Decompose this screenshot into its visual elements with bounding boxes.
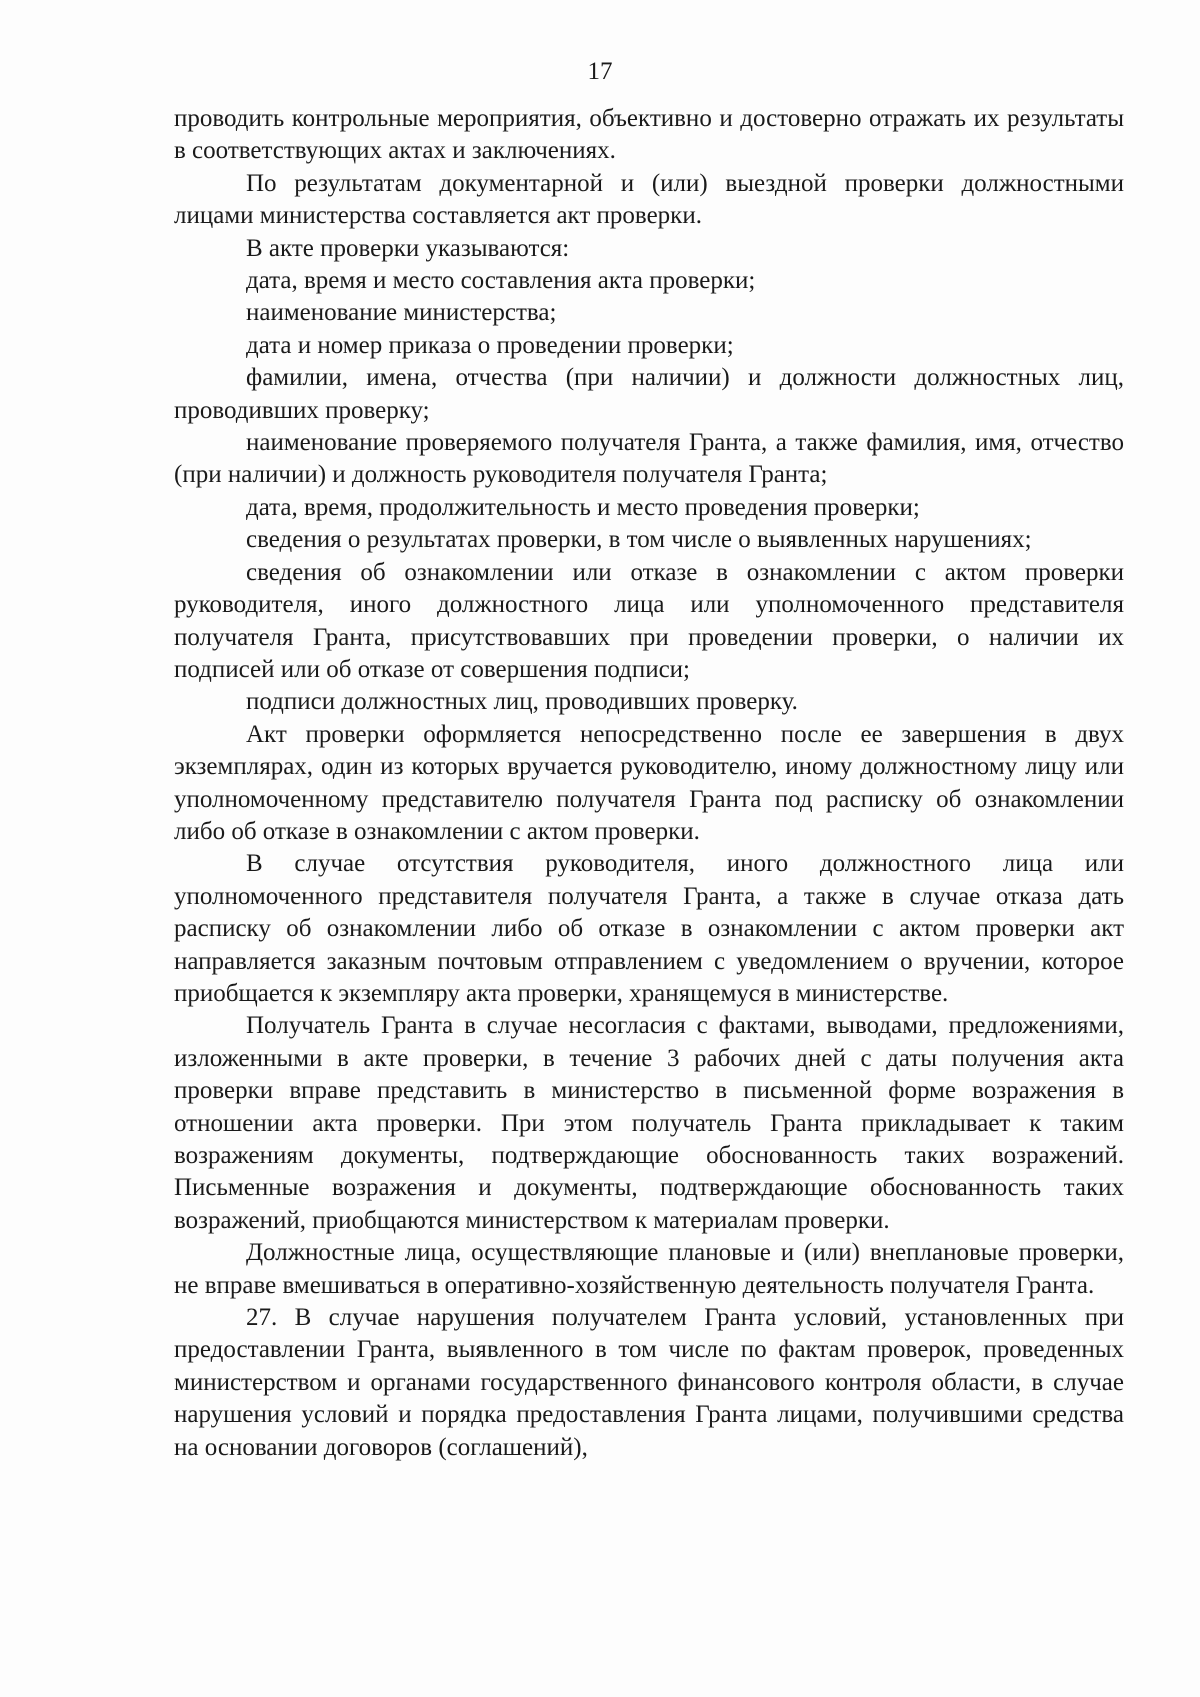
list-item: дата и номер приказа о проведении проверки;: [246, 331, 734, 359]
paragraph: В акте проверки указываются:: [246, 234, 570, 262]
document-body: [174, 103, 1124, 1464]
list-item: подписи должностных лиц, проводивших проверку.: [246, 688, 798, 716]
paragraph: Получатель Гранта в случае несогласия с фактами, выводами, предложениями, изложенными в акте проверки, в течение 3 рабочих дней с даты получения акта проверки вправе представить в министерство в письменной форме возражения в отношении акта проверки. При этом получатель Гранта прикладывает к таким возражениям документы, подтверждающие обоснованность таких возражений. Письменные возражения и документы, подтверждающие обоснованность таких возражений, приобщаются министерством к материалам проверки.: [174, 1012, 1124, 1234]
page-number: 17: [587, 58, 613, 85]
paragraph: Акт проверки оформляется непосредственно после ее завершения в двух экземплярах, один из которых вручается руководителю, иному должностному лицу или уполномоченному представителю получателя Гранта под расписку об ознакомлении либо об отказе в ознакомлении с актом проверки.: [174, 720, 1124, 845]
list-item: наименование проверяемого получателя Гранта, а также фамилия, имя, отчество (при наличии) и должность руководителя получателя Гранта;: [174, 429, 1124, 489]
paragraph: 27. В случае нарушения получателем Гранта условий, установленных при предоставлении Гранта, выявленного в том числе по фактам проверок, проведенных министерством и органами государственного финансового контроля области, в случае нарушения условий и порядка предоставления Гранта лицами, получившими средства на основании договоров (соглашений),: [174, 1304, 1124, 1461]
paragraph: проводить контрольные мероприятия, объективно и достоверно отражать их результаты в соответствующих актах и заключениях.: [174, 105, 1124, 165]
paragraph: По результатам документарной и (или) выездной проверки должностными лицами министерства составляется акт проверки.: [174, 169, 1124, 230]
list-item: наименование министерства;: [246, 299, 557, 327]
list-item: сведения о результатах проверки, в том числе о выявленных нарушениях;: [246, 526, 1032, 554]
list-item: фамилии, имена, отчества (при наличии) и должности должностных лиц, проводивших проверку;: [174, 364, 1124, 424]
list-item: дата, время и место составления акта проверки;: [246, 267, 756, 295]
list-item: дата, время, продолжительность и место проведения проверки;: [246, 493, 920, 521]
paragraph: Должностные лица, осуществляющие плановые и (или) внеплановые проверки, не вправе вмешиваться в оперативно-хозяйственную деятельность получателя Гранта.: [174, 1239, 1124, 1299]
paragraph: В случае отсутствия руководителя, иного должностного лица или уполномоченного представителя получателя Гранта, а также в случае отказа дать расписку об ознакомлении либо об отказе в ознакомлении с актом проверки акт направляется заказным почтовым отправлением с уведомлением о вручении, которое приобщается к экземпляру акта проверки, хранящемуся в министерстве.: [174, 850, 1124, 1007]
list-item: сведения об ознакомлении или отказе в ознакомлении с актом проверки руководителя, иного должностного лица или уполномоченного представителя получателя Гранта, присутствовавших при проведении проверки, о наличии их подписей или об отказе от совершения подписи;: [174, 558, 1124, 683]
